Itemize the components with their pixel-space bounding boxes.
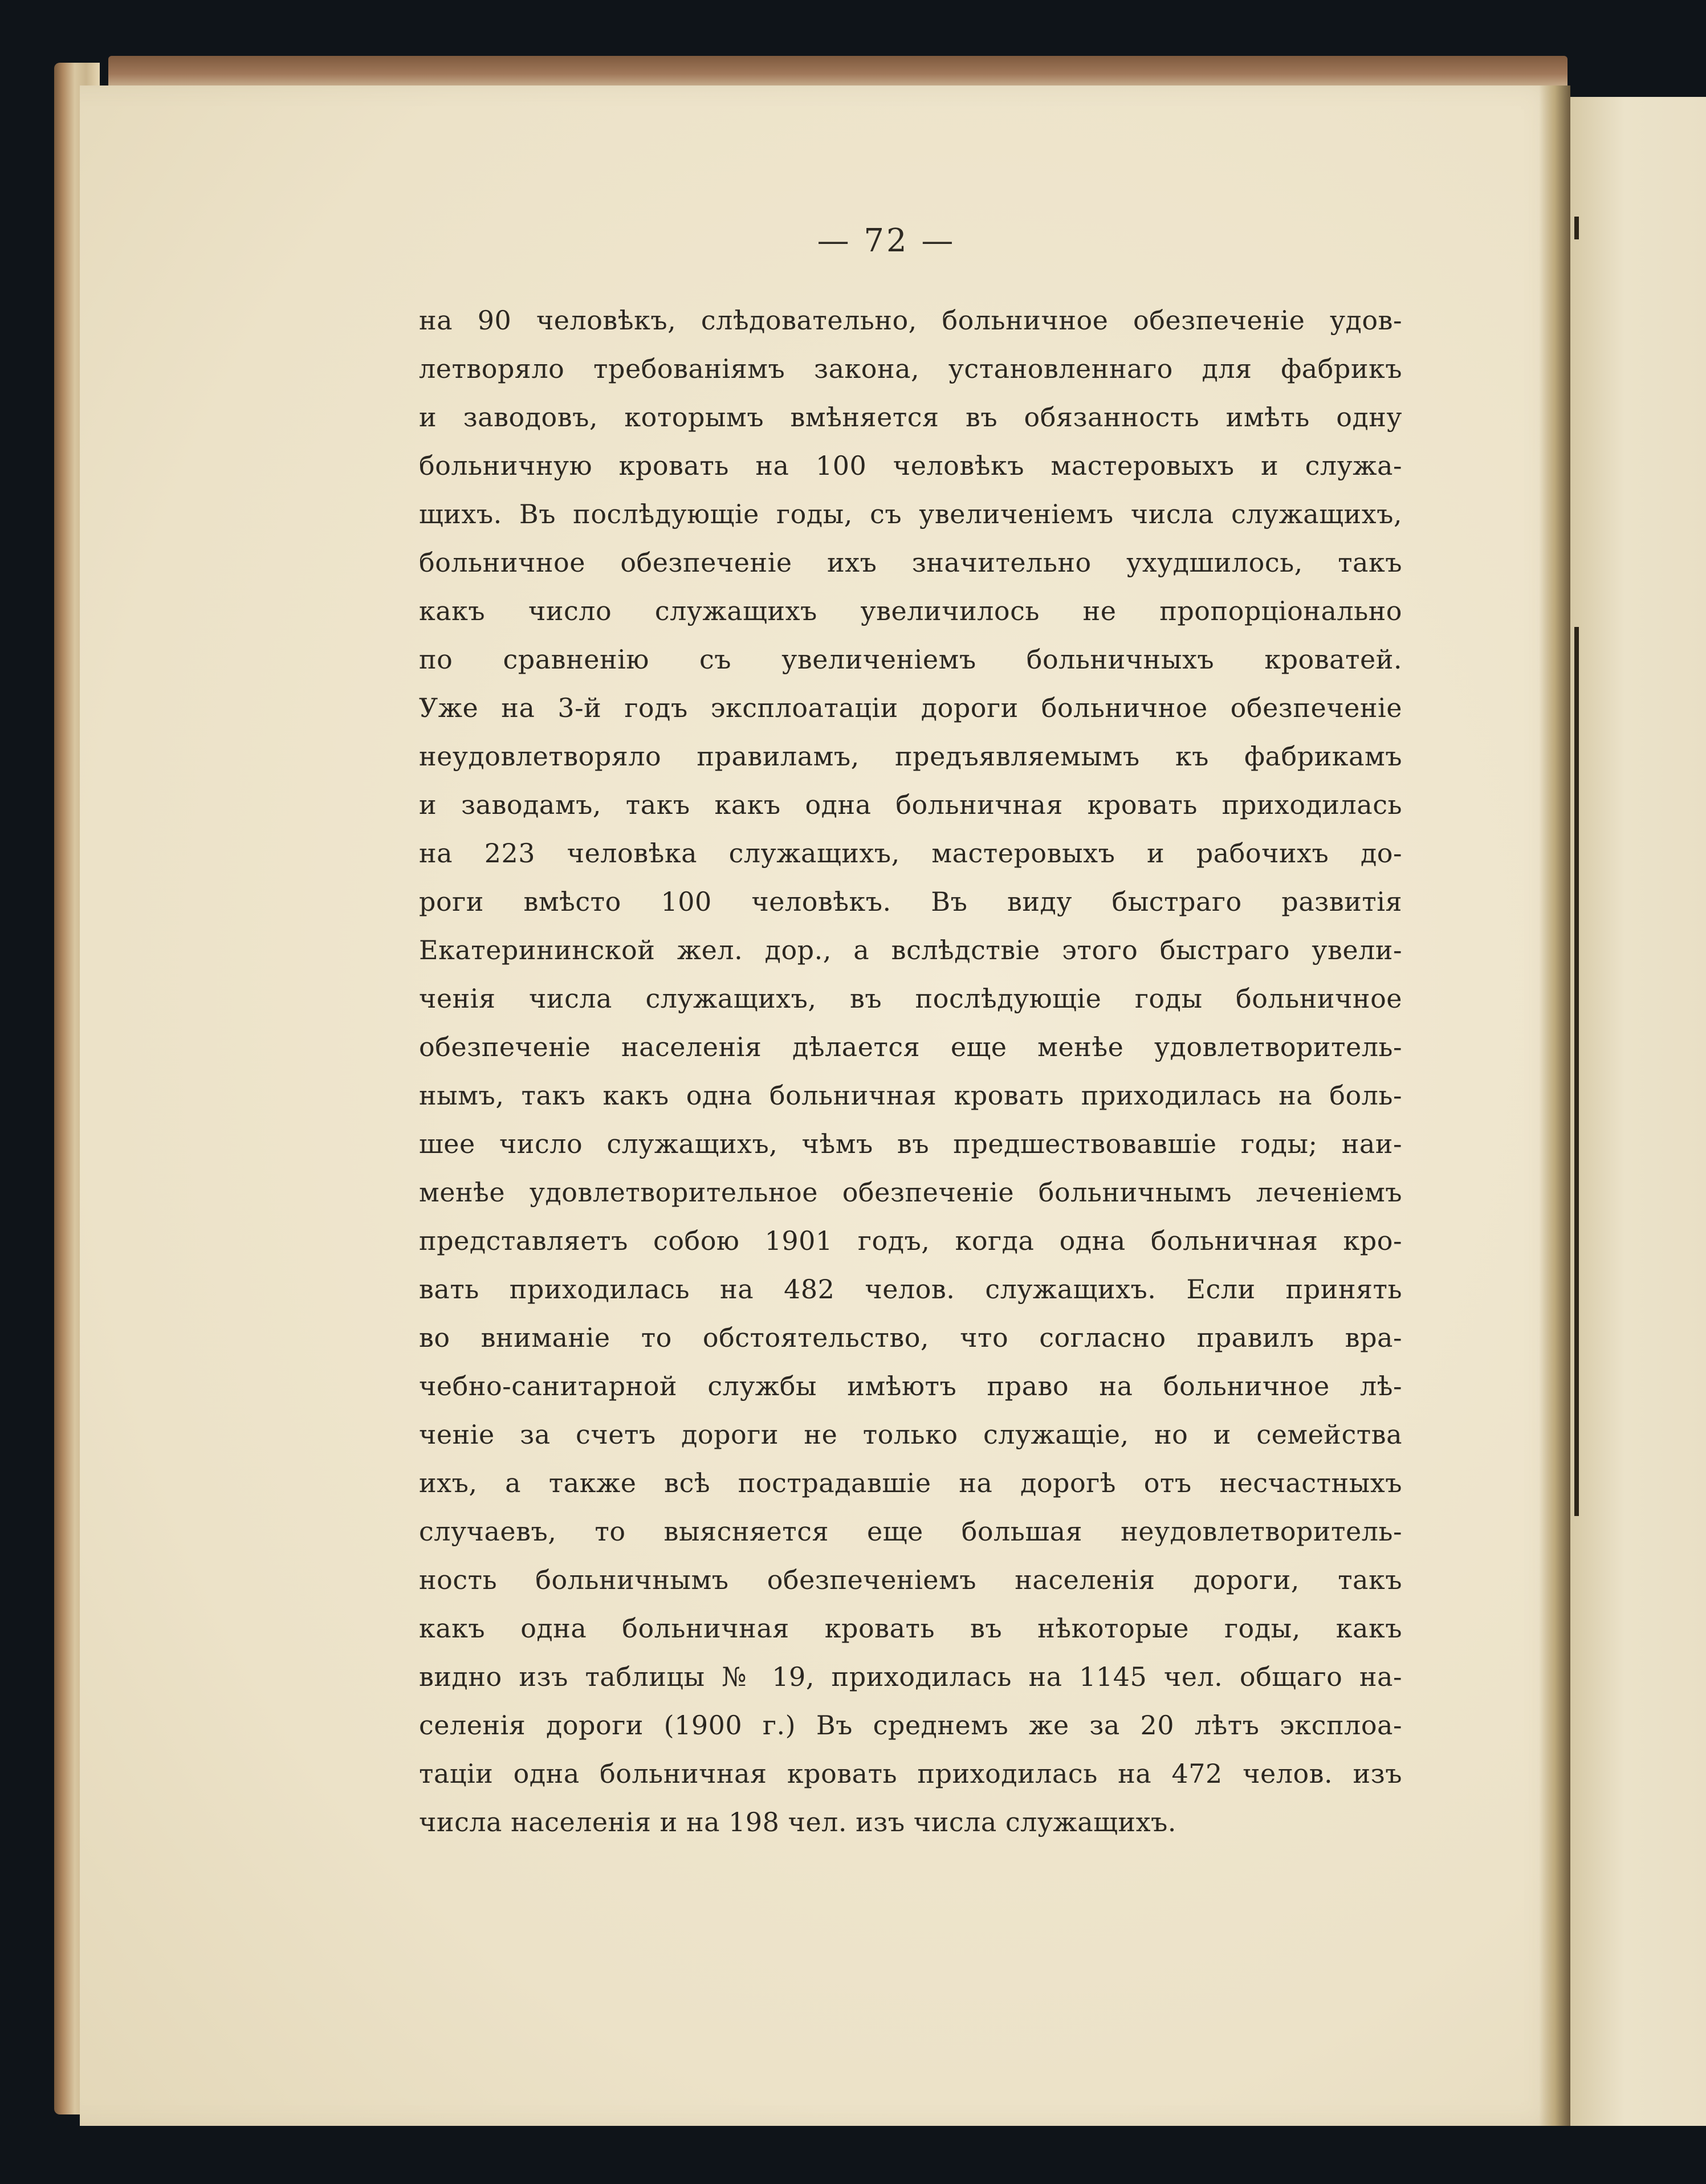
text-line: таціи одна больничная кровать приходилась на 472 челов. изъ: [419, 1758, 1402, 1789]
text-line: нымъ, такъ какъ одна больничная кровать приходилась на боль-: [419, 1080, 1402, 1111]
text-line: ченіе за счетъ дороги не только служащіе, но и семейства: [419, 1419, 1402, 1450]
text-line: обезпеченіе населенія дѣлается еще менѣе удовлетворитель-: [419, 1032, 1402, 1062]
text-line: менѣе удовлетворительное обезпеченіе больничнымъ леченіемъ: [419, 1177, 1402, 1208]
facing-page-edge: [1570, 97, 1706, 2126]
binding-thread: [1574, 217, 1579, 239]
text-line: какъ одна больничная кровать въ нѣкоторые годы, какъ: [419, 1613, 1402, 1644]
binding-thread: [1574, 627, 1579, 1516]
text-line: какъ число служащихъ увеличилось не пропорціонально: [419, 596, 1402, 626]
page-number: — 72 —: [817, 222, 956, 259]
text-line: представляетъ собою 1901 годъ, когда одна больничная кро-: [419, 1225, 1402, 1256]
text-line: чебно-санитарной службы имѣютъ право на больничное лѣ-: [419, 1371, 1402, 1401]
text-line: Екатерининской жел. дор., а вслѣдствіе этого быстраго увели-: [419, 935, 1402, 965]
text-line: видно изъ таблицы № 19, приходилась на 1145 чел. общаго на-: [419, 1661, 1402, 1692]
text-line: неудовлетворяло правиламъ, предъявляемымъ къ фабрикамъ: [419, 741, 1402, 772]
text-line: и заводовъ, которымъ вмѣняется въ обязанность имѣть одну: [419, 402, 1402, 433]
text-line: селенія дороги (1900 г.) Въ среднемъ же за 20 лѣтъ эксплоа-: [419, 1710, 1402, 1741]
text-line: вать приходилась на 482 челов. служащихъ. Если принять: [419, 1274, 1402, 1305]
text-line: больничное обезпеченіе ихъ значительно ухудшилось, такъ: [419, 547, 1402, 578]
text-line: и заводамъ, такъ какъ одна больничная кровать приходилась: [419, 789, 1402, 820]
text-line: во вниманіе то обстоятельство, что согласно правилъ вра-: [419, 1322, 1402, 1353]
text-line: по сравненію съ увеличеніемъ больничныхъ кроватей.: [419, 644, 1402, 675]
text-line: больничную кровать на 100 человѣкъ мастеровыхъ и служа-: [419, 450, 1402, 481]
text-line: числа населенія и на 198 чел. изъ числа служащихъ.: [419, 1807, 1176, 1837]
text-line: на 90 человѣкъ, слѣдовательно, больничное обезпеченіе удов-: [419, 305, 1402, 336]
text-line: летворяло требованіямъ закона, установленнаго для фабрикъ: [419, 353, 1402, 384]
text-line: ность больничнымъ обезпеченіемъ населенія дороги, такъ: [419, 1564, 1402, 1595]
body-text: [419, 296, 1402, 1847]
text-line: ихъ, а также всѣ пострадавшіе на дорогѣ отъ несчастныхъ: [419, 1468, 1402, 1498]
text-line: щихъ. Въ послѣдующіе годы, съ увеличеніемъ числа служащихъ,: [419, 499, 1402, 529]
text-line: шее число служащихъ, чѣмъ въ предшествовавшіе годы; наи-: [419, 1128, 1402, 1159]
text-line: на 223 человѣка служащихъ, мастеровыхъ и рабочихъ до-: [419, 838, 1402, 869]
text-line: случаевъ, то выясняется еще большая неудовлетворитель-: [419, 1516, 1402, 1547]
text-line: ченія числа служащихъ, въ послѣдующіе годы больничное: [419, 983, 1402, 1014]
text-line: Уже на 3-й годъ эксплоатаціи дороги больничное обезпеченіе: [419, 692, 1402, 723]
book-gutter: [1539, 85, 1570, 2126]
text-line: роги вмѣсто 100 человѣкъ. Въ виду быстраго развитія: [419, 886, 1402, 917]
